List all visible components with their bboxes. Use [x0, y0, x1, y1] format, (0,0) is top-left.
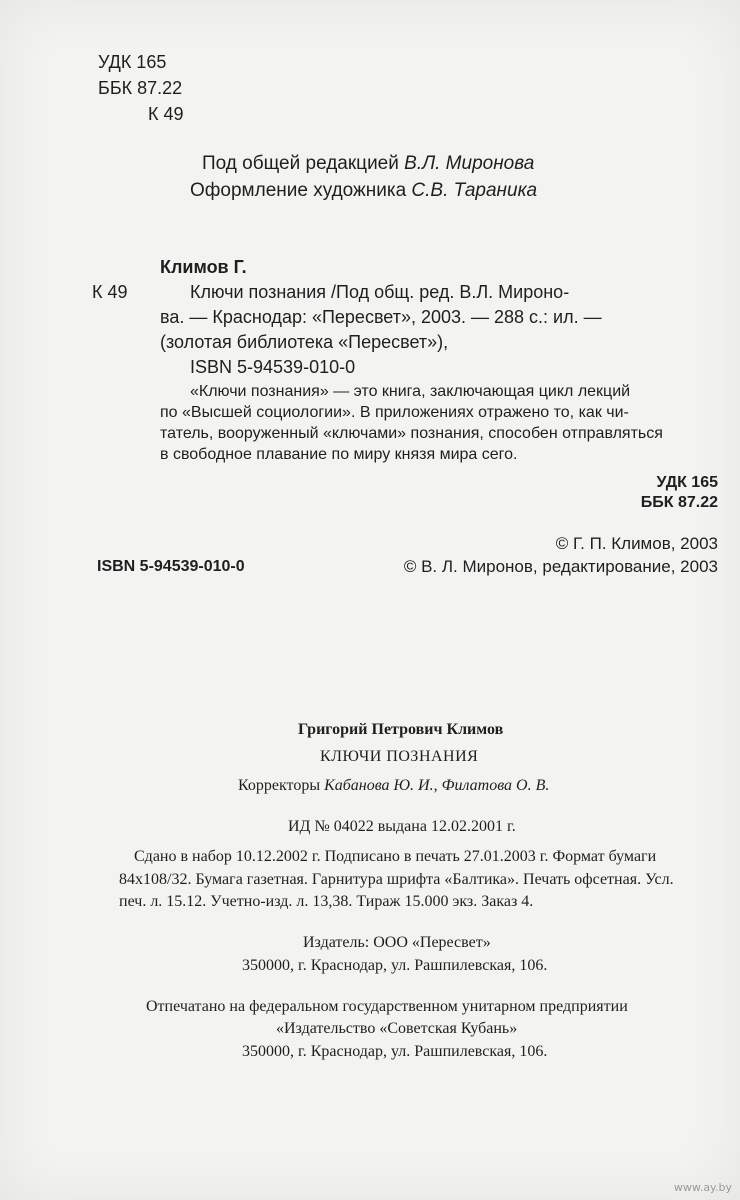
editor-credit	[202, 153, 534, 175]
watermark: www.ay.by	[673, 1181, 732, 1194]
publisher-line-2: 350000, г. Краснодар, ул. Рашпилевская, 106.	[242, 957, 548, 974]
license-line: ИД № 04022 выдана 12.02.2001 г.	[288, 818, 516, 835]
copyright-line-2: © В. Л. Миронов, редактирование, 2003	[403, 557, 718, 576]
catalog-line-2: ва. — Краснодар: «Пересвет», 2003. — 288 с.: ил. —	[160, 307, 602, 327]
publisher-line-1: Издатель: ООО «Пересвет»	[303, 934, 491, 951]
designer-name: С.В. Тараника	[411, 180, 538, 201]
annotation-line-2: по «Высшей социологии». В приложениях отражено то, как чи-	[160, 404, 629, 421]
printer-line-3: 350000, г. Краснодар, ул. Рашпилевская, 106.	[242, 1043, 548, 1060]
printer-line-2: «Издательство «Советская Кубань»	[276, 1020, 518, 1037]
catalog-mark: К 49	[92, 282, 128, 302]
proofreaders-names: Кабанова Ю. И., Филатова О. В.	[324, 777, 550, 794]
designer-credit	[190, 180, 537, 202]
catalog-udk: УДК 165	[656, 474, 718, 491]
copyright-isbn: ISBN 5-94539-010-0	[97, 558, 245, 575]
print-line-1: Сдано в набор 10.12.2002 г. Подписано в печать 27.01.2003 г. Формат бумаги	[134, 848, 657, 865]
editor-prefix: Под общей редакцией	[202, 153, 405, 174]
copyright-line-1: © Г. П. Климов, 2003	[555, 534, 718, 553]
catalog-line-3: (золотая библиотека «Пересвет»),	[160, 332, 449, 352]
printer-line-1: Отпечатано на федеральном государственном унитарном предприятии	[146, 998, 628, 1015]
author-mark: К 49	[148, 104, 184, 124]
catalog-bbk: ББК 87.22	[640, 494, 718, 511]
designer-prefix: Оформление художника	[190, 180, 412, 201]
bbk-code: ББК 87.22	[98, 78, 183, 98]
colophon-proofreaders	[238, 777, 549, 795]
proofreaders-prefix: Корректоры	[238, 777, 325, 794]
annotation-line-4: в свободное плавание по миру князя мира сего.	[160, 446, 518, 463]
catalog-isbn: ISBN 5-94539-010-0	[190, 357, 356, 377]
catalog-author: Климов Г.	[160, 257, 247, 277]
udk-code: УДК 165	[98, 52, 167, 72]
print-line-2: 84х108/32. Бумага газетная. Гарнитура шрифта «Балтика». Печать офсетная. Усл.	[119, 871, 674, 888]
annotation-line-1: «Ключи познания» — это книга, заключающая цикл лекций	[190, 383, 631, 400]
colophon-author: Григорий Петрович Климов	[298, 721, 504, 738]
catalog-line-1: Ключи познания /Под общ. ред. В.Л. Мироно-	[190, 282, 570, 302]
annotation-line-3: татель, вооруженный «ключами» познания, способен отправляться	[160, 425, 663, 442]
colophon-title: КЛЮЧИ ПОЗНАНИЯ	[320, 748, 479, 765]
editor-name: В.Л. Миронова	[404, 153, 535, 174]
print-line-3: печ. л. 15.12. Учетно-изд. л. 13,38. Тираж 15.000 экз. Заказ 4.	[119, 893, 534, 910]
